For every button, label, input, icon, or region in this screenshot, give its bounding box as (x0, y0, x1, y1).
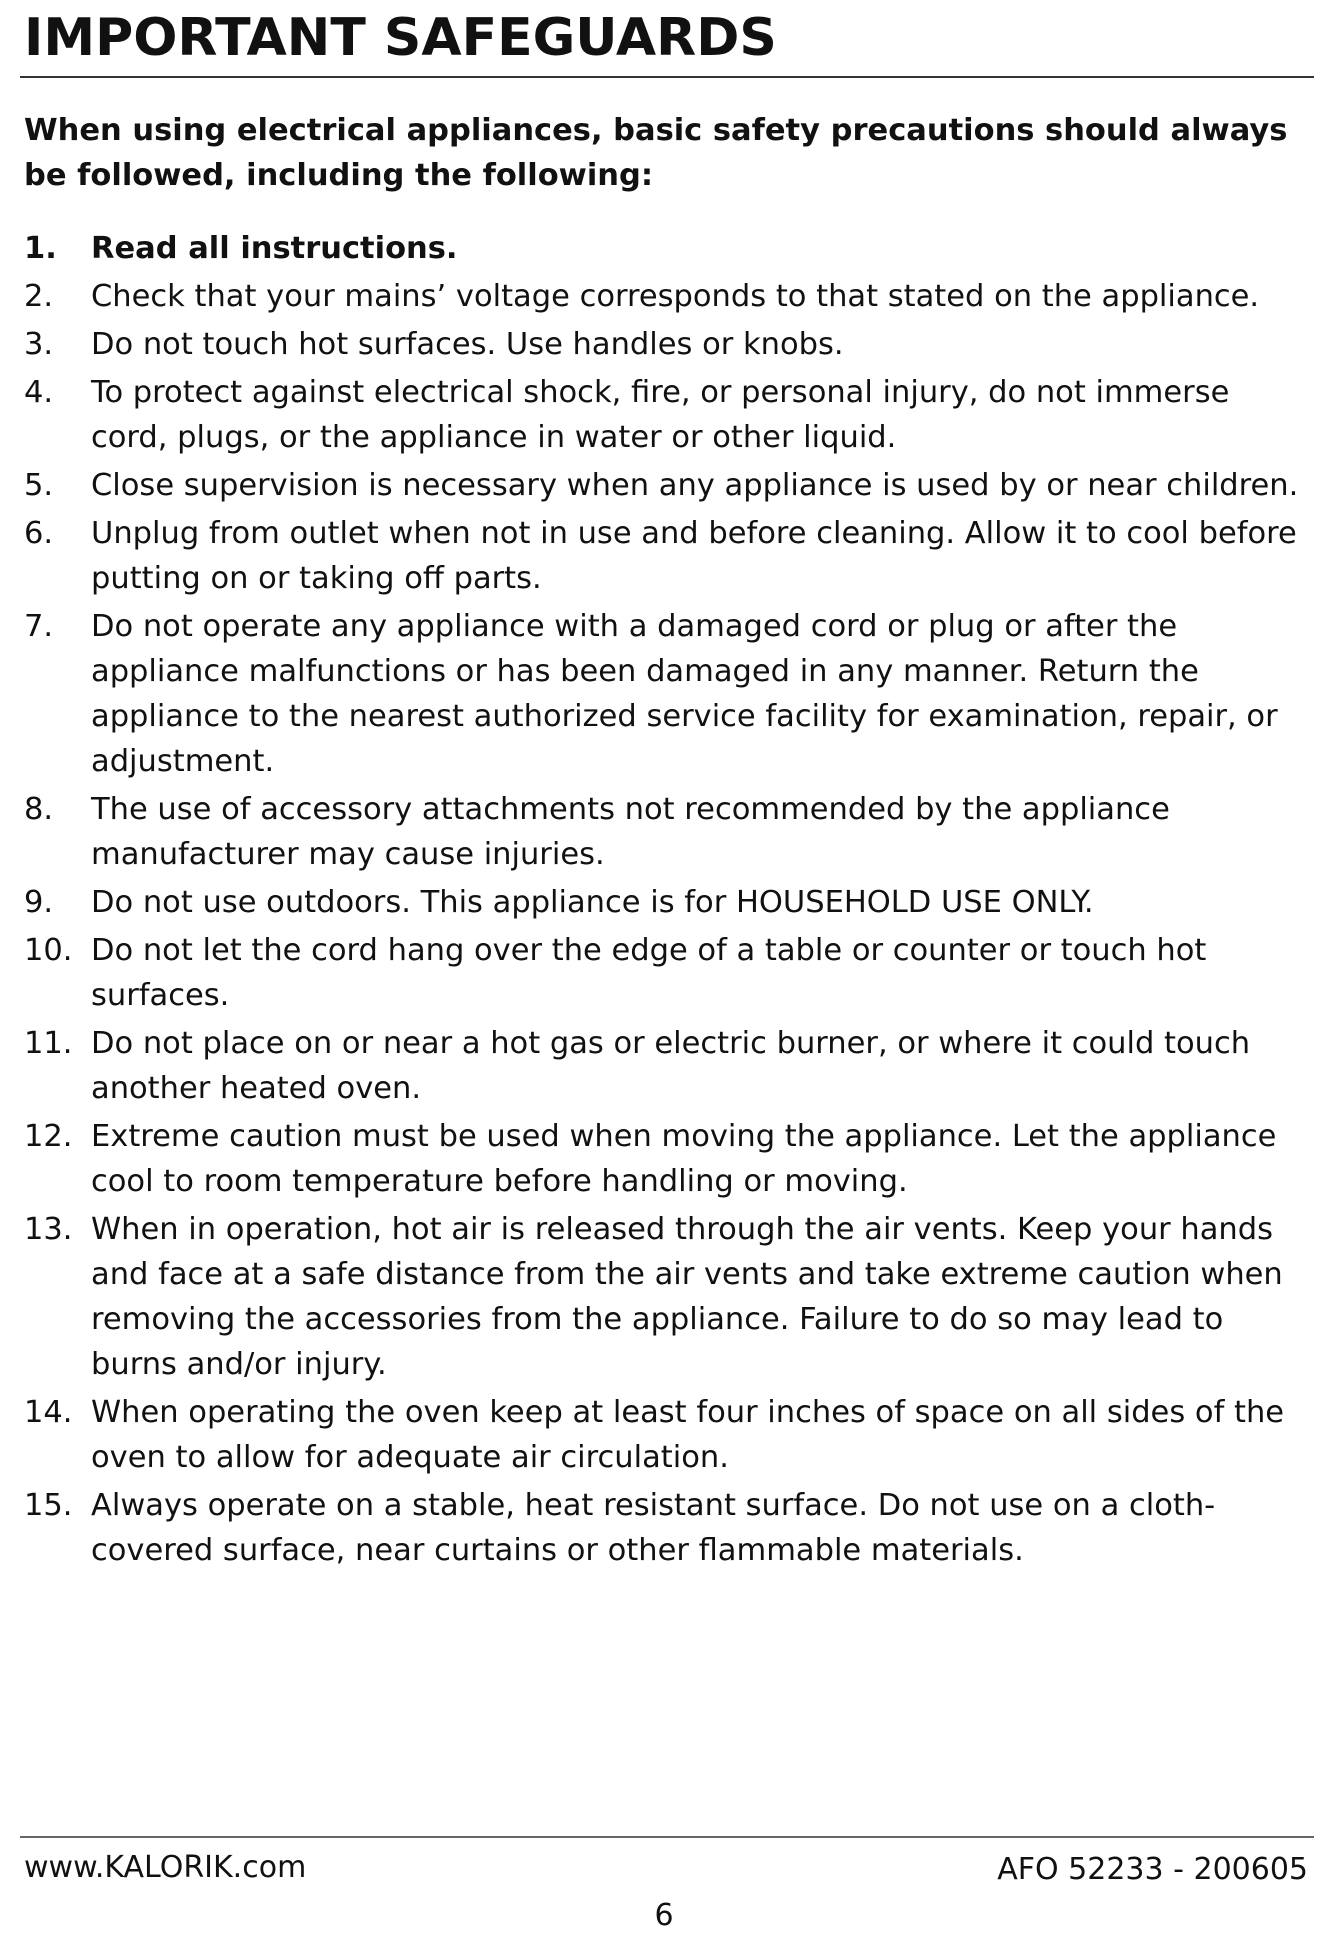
list-item (24, 1207, 1314, 1387)
list-item-number: 14. (24, 1395, 73, 1430)
list-item-number: 5. (24, 468, 54, 503)
list-item-text: Do not use outdoors. This appliance is for HOUSEHOLD USE ONLY. (91, 885, 1094, 920)
list-item-text: When in operation, hot air is released through the air vents. Keep your hands and face at a safe distance from the air vents and take extreme caution when removing the accessories from the appliance. Failure to do so may lead to burns and/or injury. (91, 1212, 1283, 1382)
footer-divider (20, 1836, 1314, 1838)
list-item (24, 511, 1314, 601)
list-item (24, 370, 1314, 460)
list-item-number: 6. (24, 516, 54, 551)
list-item-number: 4. (24, 375, 54, 410)
list-item-number: 13. (24, 1212, 73, 1247)
list-item (24, 1390, 1314, 1480)
list-item-number: 2. (24, 279, 54, 314)
list-item-text: Extreme caution must be used when moving the appliance. Let the appliance cool to room temperature before handling or moving. (91, 1119, 1277, 1199)
list-item-number: 11. (24, 1026, 73, 1061)
list-item (24, 1483, 1314, 1573)
list-item-number: 15. (24, 1488, 73, 1523)
footer-website: www.KALORIK.com (24, 1850, 307, 1885)
list-item (24, 274, 1314, 319)
list-item (24, 880, 1314, 925)
intro-paragraph: When using electrical appliances, basic safety precautions should always be followed, including the following: (24, 113, 1288, 193)
title-divider (20, 76, 1314, 78)
list-item (24, 1114, 1314, 1204)
list-item-text: Always operate on a stable, heat resistant surface. Do not use on a cloth-covered surface, near curtains or other flammable materials. (91, 1488, 1216, 1568)
list-item-number: 12. (24, 1119, 73, 1154)
list-item-text: Do not let the cord hang over the edge of a table or counter or touch hot surfaces. (91, 933, 1207, 1013)
list-item-text: To protect against electrical shock, fire, or personal injury, do not immerse cord, plugs, or the appliance in water or other liquid. (91, 375, 1230, 455)
list-item (24, 928, 1314, 1018)
list-item-number: 9. (24, 885, 54, 920)
footer-model-number: AFO 52233 - 200605 (997, 1852, 1308, 1887)
list-item-text: When operating the oven keep at least four inches of space on all sides of the oven to allow for adequate air circulation. (91, 1395, 1285, 1475)
list-item (24, 604, 1314, 784)
list-item-text: Do not operate any appliance with a damaged cord or plug or after the appliance malfunctions or has been damaged in any manner. Return the appliance to the nearest authorized service facility for examination, repair, or adjustment. (91, 609, 1278, 779)
list-item-text: Check that your mains’ voltage corresponds to that stated on the appliance. (91, 279, 1260, 314)
list-item-text: Read all instructions. (91, 231, 458, 266)
list-item (24, 787, 1314, 877)
list-item-number: 1. (24, 231, 57, 266)
list-item-number: 3. (24, 327, 54, 362)
list-item (24, 1021, 1314, 1111)
list-item (24, 463, 1314, 508)
page-title: IMPORTANT SAFEGUARDS (24, 8, 777, 68)
list-item-text: The use of accessory attachments not recommended by the appliance manufacturer may cause injuries. (91, 792, 1170, 872)
list-item-text: Unplug from outlet when not in use and before cleaning. Allow it to cool before putting on or taking off parts. (91, 516, 1297, 596)
list-item (24, 226, 1314, 271)
list-item-text: Close supervision is necessary when any appliance is used by or near children. (91, 468, 1299, 503)
list-item-number: 8. (24, 792, 54, 827)
list-item (24, 322, 1314, 367)
list-item-number: 10. (24, 933, 73, 968)
list-item-text: Do not place on or near a hot gas or electric burner, or where it could touch another heated oven. (91, 1026, 1251, 1106)
page-number: 6 (654, 1898, 674, 1933)
list-item-number: 7. (24, 609, 54, 644)
list-item-text: Do not touch hot surfaces. Use handles or knobs. (91, 327, 844, 362)
safeguards-list (24, 226, 1314, 1576)
